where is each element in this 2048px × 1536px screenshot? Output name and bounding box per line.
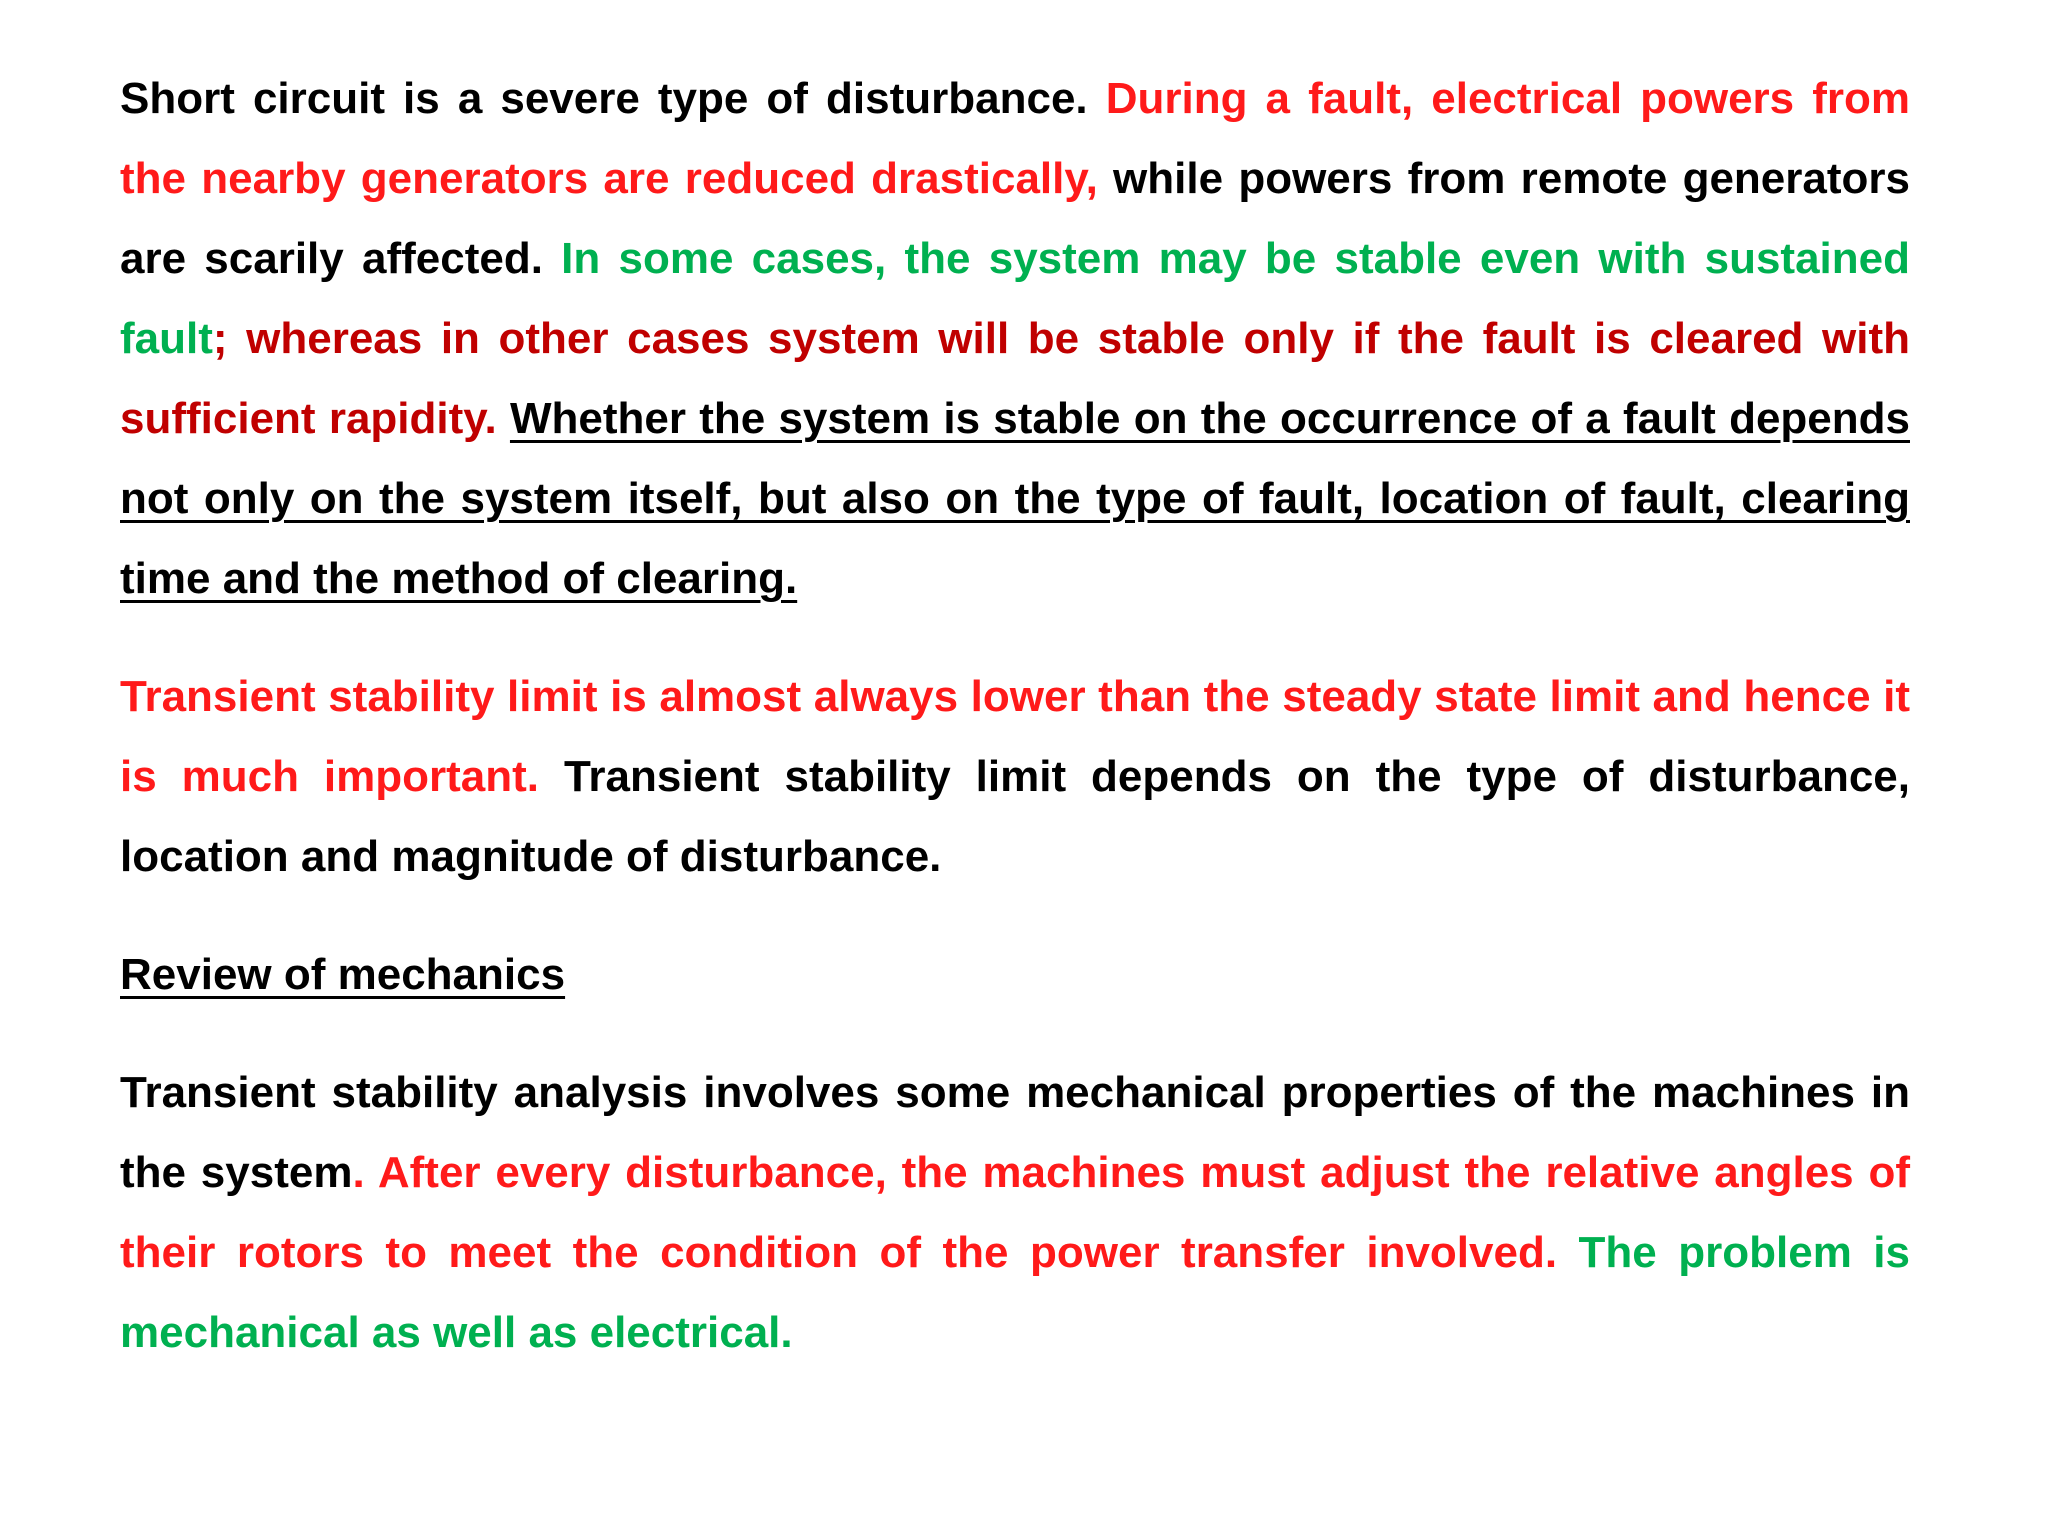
- text-segment: Transient stability limit depends on the type of disturbance, location and magnitude of disturbance.: [120, 752, 1910, 881]
- text-segment: ; whereas in other cases system will be stable only if the fault is cleared with sufficient rapidity.: [120, 314, 1910, 443]
- text-segment: The problem is mechanical as well as electrical.: [120, 1228, 1910, 1357]
- underlined-text-segment: Whether the system is stable on the occurrence of a fault depends not only on the system itself, but also on the type of fault, location of fault, clearing time and the method of clearing.: [120, 394, 1910, 603]
- text-segment: Transient stability limit is almost always lower than the steady state limit and hence it is much important.: [120, 672, 1910, 801]
- text-segment: In some cases, the system may be stable even with sustained fault: [120, 234, 1911, 363]
- text-segment: Short circuit is a severe type of disturbance.: [120, 74, 1106, 123]
- text-segment: . After every disturbance, the machines must adjust the relative angles of their rotors to meet the condition of the power transfer involved.: [120, 1148, 1910, 1277]
- paragraph-short-circuit: [120, 59, 1910, 619]
- paragraph-mechanics: [120, 1053, 1910, 1373]
- heading-review-of-mechanics: Review of mechanics: [120, 950, 566, 999]
- paragraph-transient-limit: [120, 657, 1910, 897]
- text-segment: During a fault, electrical powers from the nearby generators are reduced drastically,: [120, 74, 1910, 203]
- text-segment: while powers from remote generators are scarily affected.: [120, 154, 1910, 283]
- text-segment: Transient stability analysis involves some mechanical properties of the machines in the system: [120, 1068, 1910, 1197]
- section-heading: [120, 935, 1910, 1015]
